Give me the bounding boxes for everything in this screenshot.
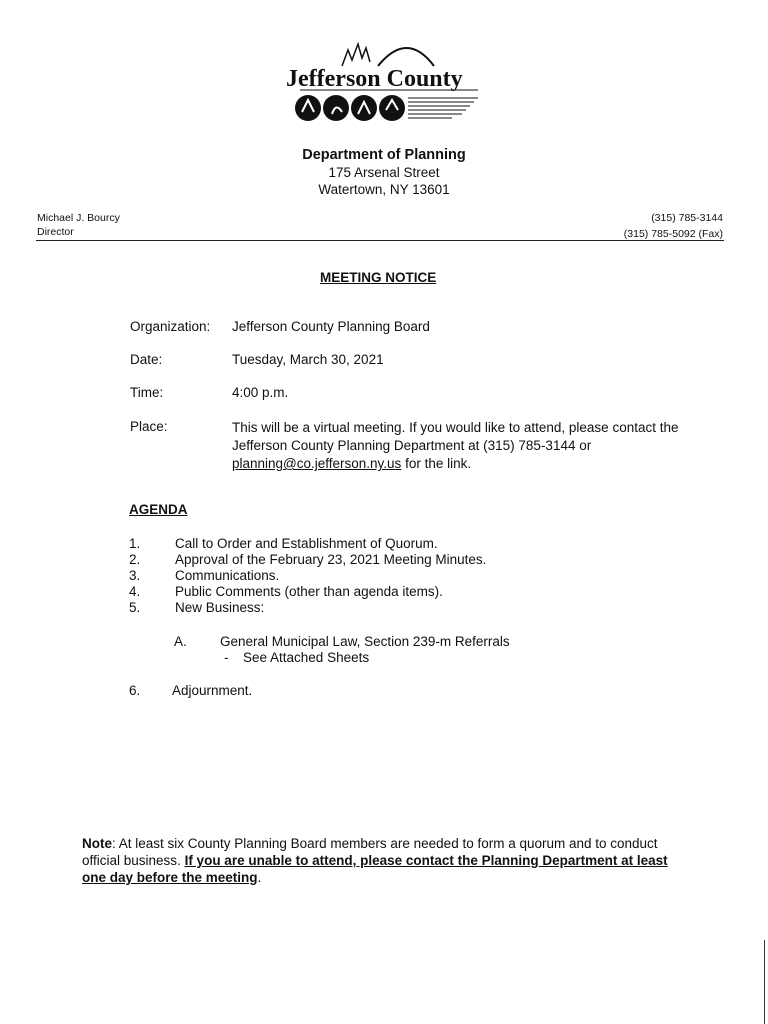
agenda-item-text: Call to Order and Establishment of Quorum.	[175, 536, 438, 551]
time-value: 4:00 p.m.	[232, 385, 289, 400]
agenda-item-text: Communications.	[175, 568, 280, 583]
organization-value: Jefferson County Planning Board	[232, 319, 430, 334]
note-end: .	[257, 870, 262, 885]
sub-item-bullet-text: See Attached Sheets	[243, 650, 370, 665]
agenda-item-text: Approval of the February 23, 2021 Meeting Minutes.	[175, 552, 487, 567]
place-label: Place:	[130, 419, 168, 434]
note-label: Note	[82, 836, 112, 851]
logo-text: Jefferson County	[286, 66, 463, 92]
sub-item-bullet: -	[224, 650, 229, 665]
agenda-title: AGENDA	[129, 502, 188, 517]
note-emphasis: If you are unable to attend, please contact the Planning Department at least one day before the meeting	[82, 853, 668, 885]
department-name: Department of Planning	[302, 147, 466, 163]
date-value: Tuesday, March 30, 2021	[232, 352, 384, 367]
agenda-item-number: 3.	[129, 568, 141, 583]
sub-item-letter: A.	[174, 634, 187, 649]
department-city: Watertown, NY 13601	[318, 182, 450, 197]
county-logo	[282, 36, 482, 132]
agenda-item-number: 4.	[129, 584, 141, 599]
fax-number: (315) 785-5092 (Fax)	[623, 228, 723, 240]
date-label: Date:	[130, 352, 163, 367]
place-value	[232, 419, 692, 473]
agenda-item-text: Adjournment.	[172, 683, 253, 698]
county-seal-icon	[282, 36, 482, 132]
phone-number: (315) 785-3144	[651, 212, 723, 224]
director-name: Michael J. Bourcy	[37, 212, 120, 224]
agenda-item-number: 1.	[129, 536, 141, 551]
agenda-item-number: 5.	[129, 600, 141, 615]
note-paragraph	[82, 835, 682, 886]
agenda-item-text: New Business:	[175, 600, 265, 615]
agenda-item-number: 6.	[129, 683, 141, 698]
agenda-item-number: 2.	[129, 552, 141, 567]
time-label: Time:	[130, 385, 164, 400]
department-street: 175 Arsenal Street	[328, 165, 440, 180]
director-title: Director	[37, 226, 74, 238]
place-text: This will be a virtual meeting. If you would like to attend, please contact the Jefferson County Planning Department at (315) 785-3144 or	[232, 420, 679, 453]
note-text: : At least six County Planning Board members are needed to form a quorum and to conduct official business.	[82, 836, 658, 868]
scan-edge-line	[764, 940, 765, 1024]
letterhead-divider	[36, 240, 724, 241]
agenda-item-text: Public Comments (other than agenda items).	[175, 584, 443, 599]
place-suffix: for the link.	[401, 456, 472, 471]
planning-email-link[interactable]: planning@co.jefferson.ny.us	[232, 456, 402, 471]
organization-label: Organization:	[130, 319, 211, 334]
sub-item-text: General Municipal Law, Section 239-m Referrals	[220, 634, 510, 649]
notice-title: MEETING NOTICE	[320, 270, 437, 285]
